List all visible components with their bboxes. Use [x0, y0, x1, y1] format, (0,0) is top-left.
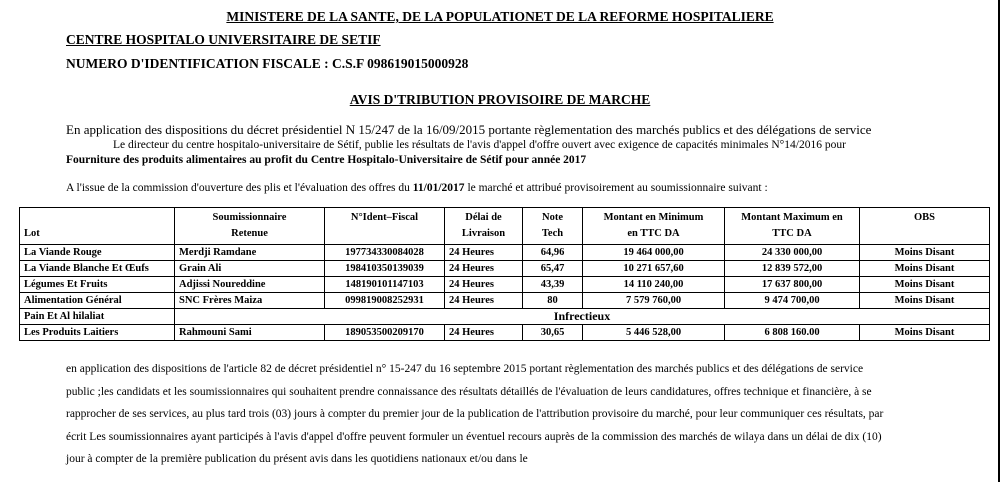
- cell-min-amount: 19 464 000,00: [583, 245, 725, 261]
- intro-line-1: En application des dispositions du décret présidentiel N 15/247 de la 16/09/2015 portante règlementation des marchés publics et des délégations de service: [66, 122, 872, 137]
- cell-lot: Alimentation Général: [20, 293, 175, 309]
- hospital-name: CENTRE HOSPITALO UNIVERSITAIRE DE SETIF: [66, 32, 381, 47]
- table-row-unsuccessful: [20, 309, 990, 325]
- cell-tech-score: 65,47: [523, 261, 583, 277]
- cell-bidder: Grain Ali: [175, 261, 325, 277]
- cell-max-amount: 24 330 000,00: [725, 245, 860, 261]
- cell-obs: Moins Disant: [860, 293, 990, 309]
- footer-line-4: écrit Les soumissionnaires ayant participés à l'avis d'appel d'offre peuvent formuler un éventuel recours auprès de la commission des marchés de wilaya dans un délai de dix (10): [66, 431, 882, 443]
- intro-line-3: Fourniture des produits alimentaires au profit du Centre Hospitalo-Universitaire de Sétif pour année 2017: [66, 154, 587, 166]
- cell-tax-id: 099819008252931: [325, 293, 445, 309]
- table-header-row: [20, 208, 990, 245]
- cell-max-amount: 12 839 572,00: [725, 261, 860, 277]
- cell-tech-score: 43,39: [523, 277, 583, 293]
- footer-line-5: jour à compter de la première publication du présent avis dans les quotidiens nationaux et/ou dans le: [66, 453, 528, 465]
- evaluation-date: 11/01/2017: [412, 182, 465, 194]
- cell-max-amount: 9 474 700,00: [725, 293, 860, 309]
- cell-lot: La Viande Rouge: [20, 245, 175, 261]
- cell-tax-id: 148190101147103: [325, 277, 445, 293]
- footer-line-1: en application des dispositions de l'article 82 de décret présidentiel n° 15-247 du 16 septembre 2015 portant règlementation des marchés publics et des délégations de service: [66, 363, 864, 375]
- cell-lot: La Viande Blanche Et Œufs: [20, 261, 175, 277]
- cell-min-amount: 10 271 657,60: [583, 261, 725, 277]
- table-row: [20, 293, 990, 309]
- cell-max-amount: 6 808 160.00: [725, 325, 860, 341]
- cell-obs: Moins Disant: [860, 245, 990, 261]
- cell-obs: Moins Disant: [860, 277, 990, 293]
- award-table: [19, 207, 990, 341]
- cell-delivery: 24 Heures: [445, 293, 523, 309]
- cell-bidder: SNC Frères Maiza: [175, 293, 325, 309]
- footer-line-2: public ;les candidats et les soumissionnaires qui souhaitent prendre connaissance des résultats détaillés de l'évaluation de leurs candidatures, offres technique et financière, à se: [66, 386, 872, 398]
- cell-delivery: 24 Heures: [445, 325, 523, 341]
- evaluation-text-before: A l'issue de la commission d'ouverture des plis et l'évaluation des offres du: [66, 182, 413, 194]
- cell-min-amount: 14 110 240,00: [583, 277, 725, 293]
- header-tax-id: N°Ident–Fiscal: [325, 208, 445, 245]
- cell-delivery: 24 Heures: [445, 277, 523, 293]
- cell-obs: Moins Disant: [860, 261, 990, 277]
- cell-tax-id: 197734330084028: [325, 245, 445, 261]
- unsuccessful-label: Infrectieux: [175, 309, 990, 325]
- header-max-amount: Montant Maximum en TTC DA: [725, 208, 860, 245]
- table-row: [20, 261, 990, 277]
- footer-line-3: rapprocher de ses services, au plus tard trois (03) jours à compter du premier jour de la publication de l'attribution provisoire du marché, pour leur communiquer ces résultats, par: [66, 408, 884, 420]
- notice-title: AVIS D'TRIBUTION PROVISOIRE DE MARCHE: [349, 92, 651, 107]
- header-lot: Lot: [20, 208, 175, 245]
- cell-bidder: Adjissi Noureddine: [175, 277, 325, 293]
- evaluation-statement: [66, 183, 768, 195]
- header-delivery: Délai de Livraison: [445, 208, 523, 245]
- cell-bidder: Rahmouni Sami: [175, 325, 325, 341]
- header-obs: OBS: [860, 208, 990, 245]
- tax-id-line: NUMERO D'IDENTIFICATION FISCALE : C.S.F 098619015000928: [66, 56, 469, 71]
- header-min-amount: Montant en Minimum en TTC DA: [583, 208, 725, 245]
- cell-bidder: Merdji Ramdane: [175, 245, 325, 261]
- cell-min-amount: 7 579 760,00: [583, 293, 725, 309]
- cell-min-amount: 5 446 528,00: [583, 325, 725, 341]
- header-tech-score: Note Tech: [523, 208, 583, 245]
- cell-max-amount: 17 637 800,00: [725, 277, 860, 293]
- cell-lot: Légumes Et Fruits: [20, 277, 175, 293]
- cell-tech-score: 80: [523, 293, 583, 309]
- header-bidder: Soumissionnaire Retenue: [175, 208, 325, 245]
- cell-tax-id: 189053500209170: [325, 325, 445, 341]
- cell-tech-score: 30,65: [523, 325, 583, 341]
- cell-delivery: 24 Heures: [445, 261, 523, 277]
- evaluation-text-after: le marché et attribué provisoirement au soumissionnaire suivant :: [464, 182, 768, 194]
- table-row: [20, 245, 990, 261]
- cell-tax-id: 198410350139039: [325, 261, 445, 277]
- ministry-heading: MINISTERE DE LA SANTE, DE LA POPULATIONET DE LA REFORME HOSPITALIERE: [226, 9, 774, 24]
- cell-obs: Moins Disant: [860, 325, 990, 341]
- intro-line-2: Le directeur du centre hospitalo-universitaire de Sétif, publie les résultats de l'avis d'appel d'offre ouvert avec exigence de capacités minimales N°14/2016 pour: [113, 139, 846, 151]
- cell-lot: Les Produits Laitiers: [20, 325, 175, 341]
- table-row: [20, 325, 990, 341]
- cell-lot: Pain Et Al hilaliat: [20, 309, 175, 325]
- table-row: [20, 277, 990, 293]
- cell-delivery: 24 Heures: [445, 245, 523, 261]
- cell-tech-score: 64,96: [523, 245, 583, 261]
